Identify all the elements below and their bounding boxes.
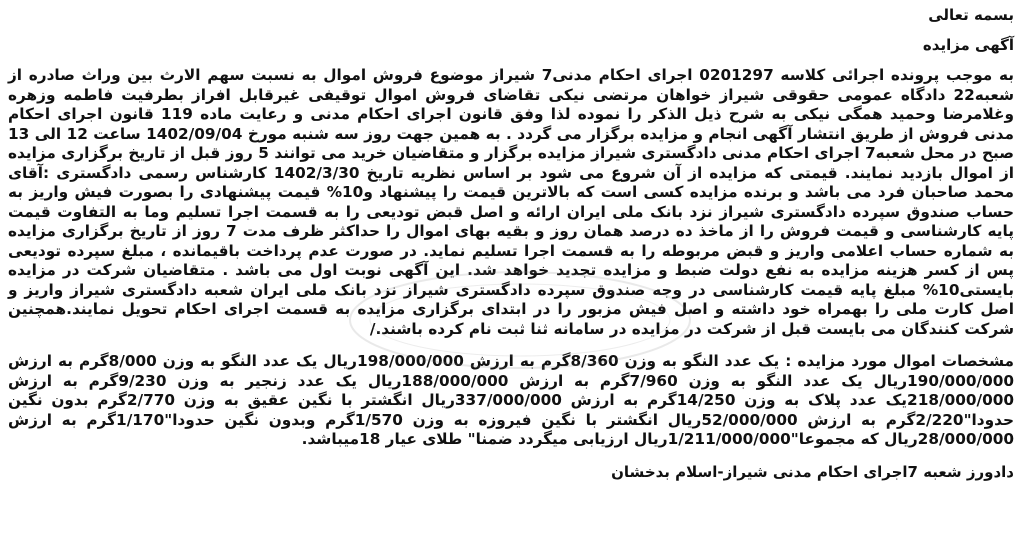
document-heading: بسمه تعالی [928, 6, 1014, 24]
auction-items-paragraph: مشخصات اموال مورد مزایده : یک عدد النگو به وزن 8/360گرم به ارزش 198/000/000ریال یک عدد النگو به وزن 8/000گرم به ارزش 190/000/000ریال یک عدد النگو به وزن 7/960گرم به ارزش 188/000/000ریال یک عدد زنجیر به وزن 9/230گرم به ارزش 218/000/000یک عدد پلاک به وزن 14/250گرم به ارزش 337/000/000ریال انگشتر با نگین عقیق به وزن 2/770گرم بدون نگین حدودا"2/220گرم به ارزش 52/000/000ریال انگشتر با نگین فیروزه به وزن 1/570گرم وبدون نگین حدودا"1/170گرم به ارزش 28/000/000ریال که مجموعا"1/211/000/000ریال ارزیابی میگردد ضمنا" طلای عیار 18میباشد. [8, 352, 1015, 448]
notice-body-paragraph: به موجب پرونده اجرائی کلاسه 0201297 اجرای احکام مدنی7 شیراز موضوع فروش اموال به نسبت سهم الارث بین وراث صادره از شعبه22 دادگاه عمومی حقوقی شیراز خواهان مرتضی نیکی تقاضای فروش اموال توقیفی غیرقابل افراز بطرفیت فاطمه وزهره وغلامرضا وحمید همگی نیکی به شرح ذیل الذکر را نموده لذا وفق قانون اجرای احکام مدنی و رعایت ماده 119 قانون اجرای احکام مدنی فروش از طریق انتشار آگهی انجام و مزایده برگزار می گردد . به همین جهت روز سه شنبه مورخ 1402/09/04 ساعت 12 الی 13 صبح در محل شعبه7 اجرای احکام مدنی دادگستری شیراز مزایده برگزار و متقاضیان خرید می توانند 5 روز قبل از تاریخ برگزاری مزایده از اموال بازدید نمایند. قیمتی که مزایده از آن شروع می شود بر اساس نظریه تاریخ 1402/3/30 کارشناس رسمی دادگستری :آقای محمد صاحبان فرد می باشد و برنده مزایده کسی است که بالاترین قیمت را پیشنهاد و10% قیمت پیشنهادی را بصورت فیش واریز به حساب صندوق سپرده دادگستری شیراز نزد بانک ملی ایران ارائه و اصل قبض تودیعی را به قسمت اجرا تسلیم وما به التفاوت قیمت پایه کارشناسی و قیمت فروش را از ماخذ ده درصد همان روز و بقیه بهای اموال را حداکثر ظرف مدت 7 روز از تاریخ برگزاری مزایده به شماره حساب اعلامی واریز و قبض مربوطه را به قسمت اجرا تسلیم نماید. در صورت عدم پرداخت باقیمانده ، مبلغ سپرده تودیعی پس از کسر هزینه مزایده به نفع دولت ضبط و مزایده تجدید خواهد شد. این آگهی نوبت اول می باشد . متقاضیان شرکت در مزایده بایستی10% مبلغ پایه قیمت کارشناسی در وجه صندوق سپرده دادگستری شیراز نزد بانک ملی ایران شعبه دادگستری شیراز واریز و اصل کارت ملی را بهمراه خود داشته و اصل فیش مزبور را در ابتدای برگزاری مزایده به قسمت اجرای احکام تحویل نمایند.همچنین شرکت کنندگان می بایست قبل از شرکت در مزایده در سامانه ثنا ثبت نام کرده باشند./ [8, 66, 1014, 338]
signature-line: دادورز شعبه 7اجرای احکام مدنی شیراز-اسلام بدخشان [611, 462, 1014, 481]
auction-notice-document [8, 6, 1014, 482]
document-title: آگهی مزایده [922, 36, 1014, 54]
